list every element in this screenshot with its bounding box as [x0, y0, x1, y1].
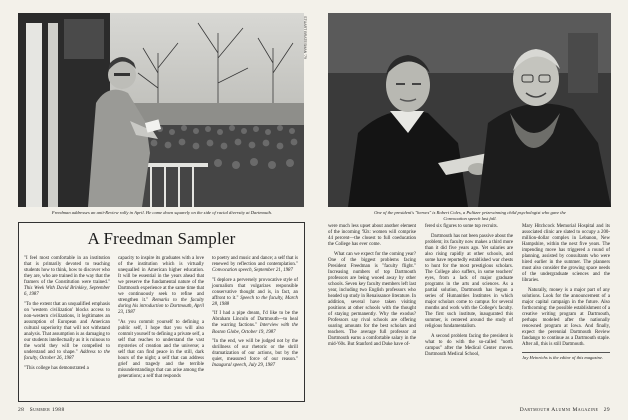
- quote-text: capacity to inspire its graduates with a love of the institution which is virtually unequalled in American higher education. It will be essential in the years ahead that we preserve the fundamental nature of the Dartmouth experience at the same time that we continuously seek to refine and strengthen it.": [118, 256, 204, 304]
- quote-text: "To the extent that an unqualified emphasis on 'western civilization' blocks access to non-western civilizations, it legitimates an assumption of European and American cultural superiority that will not withstand analysis. That assumption is as damaging to our students intellectually as it is ruinous to the world they will be compelled to understand and to shape.": [24, 301, 110, 356]
- quote-source: Convocation speech, September 21, 1987: [212, 268, 293, 274]
- convocation-photo: [328, 13, 611, 207]
- quote: [212, 311, 298, 335]
- rally-photo: [18, 13, 304, 207]
- article-paragraph: What can we expect for the coming year? One of the biggest problems facing President Freedman is "faculty flight." Increasing numbers of top Dartmouth professors are being wooed away by other schools. Seven key faculty members left last year, including two English professors who headed up study in Renaissance literature. In addition, several have taken visiting positions at other schools with the thought of staying permanently. Why the exodus? Professors say rival schools are offering soaring amounts for the best scholars and teachers. The average full professor at Dartmouth earns a comfortable salary in the mid-'60s. But Stanford and Duke have of-: [328, 251, 416, 348]
- left-issue-label: Summer 1988: [29, 407, 65, 413]
- sidebar-title: A Freedman Sampler: [87, 229, 236, 248]
- photo-credit-text: STUART BRATESMAN '79: [303, 16, 307, 60]
- quote-text: "If I had a pipe dream, I'd like to be the Abraham Lincoln of Dartmouth—to heal the warring factions.": [212, 311, 298, 329]
- author-credit: Jay Heinrichs is the editor of this magazine.: [522, 352, 610, 361]
- quote: [24, 302, 110, 362]
- quote: [212, 278, 298, 308]
- rally-photo-caption: Freedman addresses an anti-Review rally in April. He came down squarely on the side of racial diversity at Dartmouth.: [51, 210, 273, 215]
- convocation-photo-caption: One of the president's "heroes" is Robert Coles, a Pulitzer prizewinning child psychologist who gave the Convocation speech last fall.: [374, 210, 566, 221]
- quote-text: "As you commit yourself to defining a public self, I hope that you will also commit yourself to defining a private self, a self that reaches to understand the vast mysteries of creation and the universe; a self that can find peace in the still, dark hours of the night; a self that can address grief and tragedy and the terrible misunderstandings that can arise among the generations; a self that responds: [118, 319, 204, 380]
- quote-text: "In the end, we will be judged not by the shrillness of our rhetoric or the shrill dramatization of our actions, but by the quiet, measured force of our reason.": [212, 339, 298, 363]
- quote-text: to poetry and music and dance; a self that is renewed by reflection and contemplation.": [212, 256, 298, 268]
- quote-source: Inaugural speech, July 29, 1987: [212, 363, 276, 369]
- photo-credit: [302, 16, 308, 86]
- quote: [118, 320, 204, 380]
- article-paragraph: fered six figures to some top recruits.: [425, 224, 498, 229]
- quote-source: Remarks to the faculty during his introduction to Dartmouth, April 23, 1987: [118, 298, 204, 316]
- quote-source: Speech to the faculty, March 28, 1988: [212, 295, 298, 307]
- article-column-3: [522, 224, 610, 364]
- left-folio: [18, 407, 65, 413]
- quote-text: "I feel most comfortable in an institution that is primarily devoted to teaching students how to think, how to discover who they are, who are trained in the way that the framers of the Constitution were trained.": [24, 256, 110, 286]
- sidebar-column-3: [212, 256, 298, 373]
- right-folio: [520, 407, 610, 413]
- article-paragraph: Dartmouth has not been passive about the problem; its faculty now makes a third more than it did five years ago. Yet salaries are also rising rapidly at other schools, and some have reportedly established war chests to hunt for the most prestigious scholars. The College also suffers, in some teachers' eyes, from a lack of major graduate programs in the arts and sciences. As a partial solution, Dartmouth has begun a series of Humanities Institutes in which major scholars come to campus for several months and work with the College's faculty. The first such institute, inaugurated this summer, is centered around the study of religious fundamentalism.: [425, 233, 513, 330]
- quote: [24, 366, 110, 372]
- sidebar-column-1: [24, 256, 110, 372]
- magazine-name: Dartmouth Alumni Magazine: [519, 407, 599, 413]
- article-column-1: [328, 224, 416, 352]
- quote-text: "I deplore a perversely provocative style of journalism that vulgarizes responsible conservative thought and is, in fact, an affront to it.": [212, 277, 298, 301]
- article-column-2: [425, 224, 513, 361]
- freedman-sampler-box: [18, 222, 305, 402]
- sidebar-column-2: [118, 256, 204, 380]
- quote: [212, 256, 298, 274]
- quote-text: "This college has demonstrated a: [24, 365, 89, 371]
- quote-source: Address to the faculty, October 26, 1987: [24, 350, 110, 362]
- article-paragraph: A second problem facing the president is what to do with the so-called "north campus" after the Medical Center moves. Dartmouth Medical School,: [425, 333, 513, 357]
- quote-source: Interview with the Boston Globe, October 19, 1987: [212, 323, 298, 335]
- quote-source: This Week With David Brinkley, September 6, 1987: [24, 286, 110, 298]
- article-paragraph: were much less upset about another element of the incoming '92s: women will comprise 44 percent—the closest to full coeducation the College has ever come.: [328, 224, 416, 248]
- quote: [212, 339, 298, 369]
- article-paragraph: Mary Hitchcock Memorial Hospital and its associated clinic are slated to occupy a 200-million-dollar complex in Lebanon, New Hampshire, within the next five years. The impending move has triggered a round of planning, assisted by consultants who were hired earlier in the summer. The planners must also consider the growing space needs of the undergraduate sciences and the libraries.: [522, 224, 610, 284]
- quote: [118, 256, 204, 316]
- article-paragraph: Naturally, money is a major part of any solutions. Look for the announcement of a major capital campaign in the future. Also forthcoming: the possible establishment of a creative writing program at Dartmouth, perhaps modeled after the nationally renowned program at Iowa. And finally, expect the perennial Dartmouth Review fandango to continue as a Dartmouth staple. After all, this is still Dartmouth.: [522, 287, 610, 348]
- quote: [24, 256, 110, 298]
- left-page-number: 28: [18, 407, 25, 413]
- right-page-number: 29: [603, 407, 610, 413]
